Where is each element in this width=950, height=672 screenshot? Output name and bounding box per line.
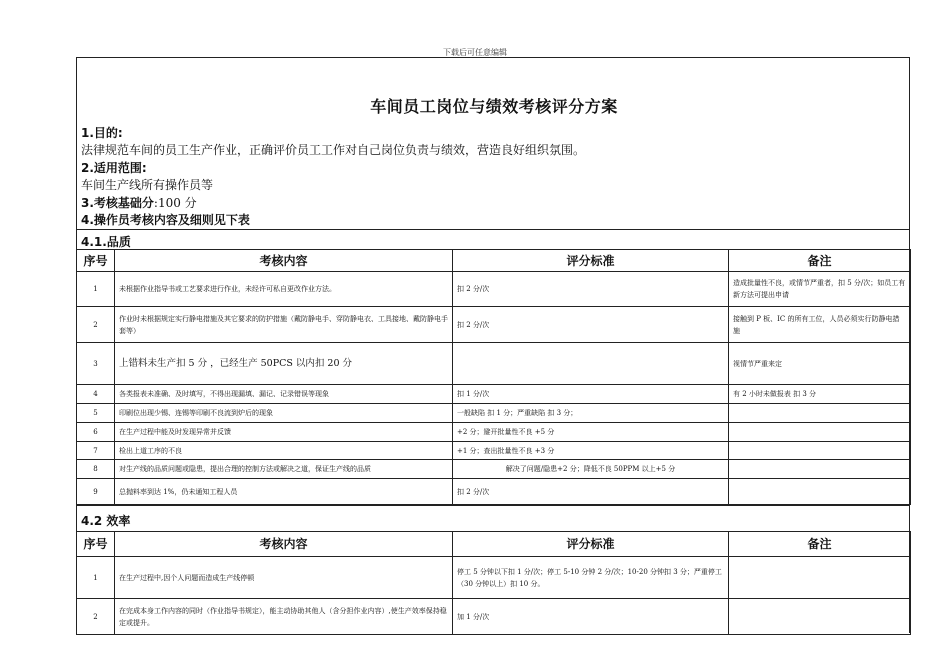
purpose-heading: 1.目的: xyxy=(81,126,123,140)
row-remark xyxy=(729,423,911,442)
table-row xyxy=(77,479,911,505)
row-content: 未根据作业指导书或工艺要求进行作业，未经许可私自更改作业方法。 xyxy=(115,272,453,307)
efficiency-section-row xyxy=(77,505,909,532)
row-remark: 接触到 P 板、IC 的所有工位，人员必须实行防静电措施 xyxy=(729,307,911,343)
col-header-standard: 评分标准 xyxy=(453,250,729,272)
table-row xyxy=(77,385,911,404)
col-header-standard: 评分标准 xyxy=(453,532,729,557)
table-row xyxy=(77,599,911,635)
row-standard: 扣 1 分/次 xyxy=(453,385,729,404)
table-row xyxy=(77,423,911,442)
row-standard: 停工 5 分钟以下扣 1 分/次；停工 5-10 分钟 2 分/次；10-20 分钟扣 3 分；严重停工（30 分钟以上）扣 10 分。 xyxy=(453,557,729,599)
row-remark: 造成批量性不良，或情节严重者，扣 5 分/次；如员工有新方法可提出申请 xyxy=(729,272,911,307)
row-no: 8 xyxy=(77,460,115,479)
table-row xyxy=(77,460,911,479)
row-content: 上错料未生产扣 5 分 ，已经生产 50PCS 以内扣 20 分 xyxy=(115,343,453,385)
row-remark xyxy=(729,557,911,599)
row-standard: 解决了问题/隐患+2 分；降低不良 50PPM 以上+5 分 xyxy=(453,460,729,479)
efficiency-header-row xyxy=(77,532,911,557)
row-content: 在生产过程中能及时发现异常并反馈 xyxy=(115,423,453,442)
row-remark xyxy=(729,442,911,460)
document-title: 车间员工岗位与绩效考核评分方案 xyxy=(370,97,618,116)
row-content: 检出上道工序的不良 xyxy=(115,442,453,460)
col-header-no: 序号 xyxy=(77,532,115,557)
row-remark xyxy=(729,479,911,505)
col-header-no: 序号 xyxy=(77,250,115,272)
table-row xyxy=(77,442,911,460)
table-row xyxy=(77,404,911,423)
base-score-heading: 3.考核基础分 xyxy=(81,196,154,210)
row-content: 在生产过程中,因个人问题而造成生产线停顿 xyxy=(115,557,453,599)
row-content: 作业时未根据规定实行静电措施及其它要求的防护措施（戴防静电手、穿防静电衣、工具接地、戴防静电手套等） xyxy=(115,307,453,343)
col-header-remark: 备注 xyxy=(729,532,911,557)
row-content: 对生产线的品质问题或隐患，提出合理的控制方法或解决之道，保证生产线的品质 xyxy=(115,460,453,479)
col-header-content: 考核内容 xyxy=(115,532,453,557)
row-no: 7 xyxy=(77,442,115,460)
quality-header-row xyxy=(77,250,911,272)
document-frame xyxy=(76,57,910,633)
row-remark: 视情节严重来定 xyxy=(729,343,911,385)
row-no: 6 xyxy=(77,423,115,442)
scope-heading: 2.适用范围: xyxy=(81,161,147,175)
base-score-value: :100 分 xyxy=(153,196,197,210)
row-remark xyxy=(729,404,911,423)
scope-text: 车间生产线所有操作员等 xyxy=(81,178,214,192)
row-no: 9 xyxy=(77,479,115,505)
table-row xyxy=(77,272,911,307)
row-no: 2 xyxy=(77,599,115,635)
table-row xyxy=(77,557,911,599)
row-standard: 扣 2 分/次 xyxy=(453,272,729,307)
items-heading: 4.操作员考核内容及细则见下表 xyxy=(81,213,250,227)
row-content: 在完成本身工作内容的同时（作业指导书规定），能主动协助其他人（含分担作业内容）,使生产效率保持稳定或提升。 xyxy=(115,599,453,635)
row-no: 3 xyxy=(77,343,115,385)
base-score-line xyxy=(81,194,197,211)
row-no: 2 xyxy=(77,307,115,343)
row-content: 总抛料率到达 1%，仍未通知工程人员 xyxy=(115,479,453,505)
row-no: 4 xyxy=(77,385,115,404)
page-header-note: 下载后可任意编辑 xyxy=(443,48,507,57)
efficiency-heading: 4.2 效率 xyxy=(81,514,131,528)
efficiency-table xyxy=(76,531,911,635)
col-header-remark: 备注 xyxy=(729,250,911,272)
row-content: 印刷位出现少锡、连锡等印刷不良流到炉后的现象 xyxy=(115,404,453,423)
row-standard: 加 1 分/次 xyxy=(453,599,729,635)
quality-section-row xyxy=(77,229,909,250)
col-header-content: 考核内容 xyxy=(115,250,453,272)
row-remark xyxy=(729,599,911,635)
row-no: 5 xyxy=(77,404,115,423)
quality-heading: 4.1.品质 xyxy=(81,235,131,249)
quality-table xyxy=(76,249,911,505)
table-row xyxy=(77,343,911,385)
row-standard: 扣 2 分/次 xyxy=(453,479,729,505)
table-row xyxy=(77,307,911,343)
row-content: 各类报表未准确、及时填写，不得出现漏填、漏记、记录错误等现象 xyxy=(115,385,453,404)
row-standard: 扣 2 分/次 xyxy=(453,307,729,343)
purpose-text: 法律规范车间的员工生产作业，正确评价员工工作对自己岗位负责与绩效，营造良好组织氛围。 xyxy=(81,143,586,157)
row-standard: +1 分；查出批量性不良 +3 分 xyxy=(453,442,729,460)
row-no: 1 xyxy=(77,272,115,307)
row-remark xyxy=(729,460,911,479)
row-standard xyxy=(453,343,729,385)
row-standard: 一般缺陷 扣 1 分；严重缺陷 扣 3 分； xyxy=(453,404,729,423)
row-remark: 有 2 小时未做报表 扣 3 分 xyxy=(729,385,911,404)
row-standard: +2 分；避开批量性不良 +5 分 xyxy=(453,423,729,442)
row-no: 1 xyxy=(77,557,115,599)
